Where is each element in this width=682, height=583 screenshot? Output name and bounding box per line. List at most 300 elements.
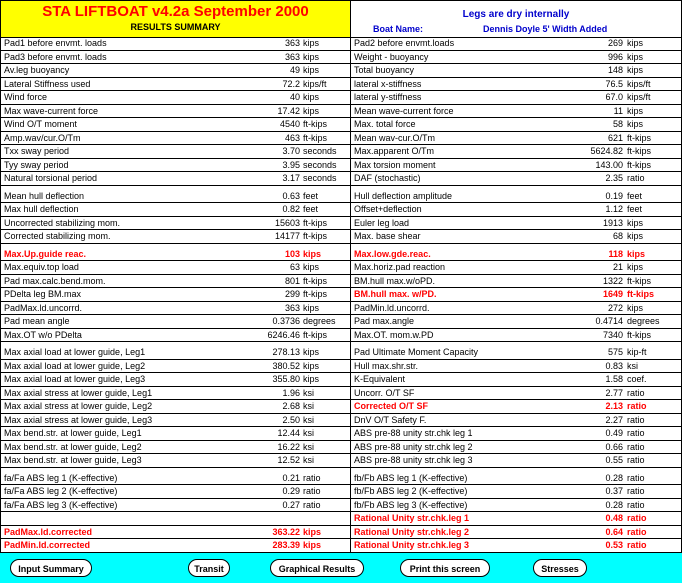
result-label: Wind O/T moment	[4, 119, 77, 129]
result-unit: ksi	[303, 387, 314, 398]
result-unit: ksi	[303, 414, 314, 425]
result-row	[351, 190, 681, 204]
result-value: 2.77	[605, 387, 623, 398]
result-row	[351, 64, 681, 78]
result-label: fa/Fa ABS leg 1 (K-effective)	[4, 472, 118, 483]
result-unit: ratio	[627, 387, 645, 398]
result-value: 463	[284, 132, 300, 143]
result-row	[1, 275, 350, 289]
result-value: 40	[289, 92, 300, 102]
result-row	[1, 373, 350, 387]
result-unit: ratio	[627, 526, 647, 537]
result-unit: ratio	[303, 499, 321, 510]
result-value: 0.63	[282, 190, 300, 201]
result-value: 0.64	[605, 526, 623, 537]
app-title: STA LIFTBOAT v4.2a September 2000	[42, 3, 309, 20]
result-value: 278.13	[272, 347, 300, 357]
result-unit: feet	[303, 204, 319, 214]
result-unit: ratio	[627, 441, 645, 452]
result-unit: kips	[303, 526, 322, 537]
result-label: BM.hull max.w/oPD.	[354, 275, 436, 286]
result-row	[1, 427, 350, 441]
result-row	[351, 132, 681, 146]
result-value: 2.35	[605, 173, 623, 183]
result-value: 14177	[274, 231, 300, 241]
result-unit: ft-kips	[303, 329, 328, 340]
result-unit: ksi	[303, 401, 314, 411]
result-label: Corrected O/T SF	[354, 401, 429, 411]
result-unit: ratio	[627, 173, 645, 183]
result-unit: kips	[627, 248, 646, 259]
result-value: 1322	[602, 275, 623, 286]
result-label: Max.low.gde.reac.	[354, 248, 431, 259]
result-unit: kips	[303, 38, 320, 48]
result-value: 12.44	[277, 428, 300, 438]
result-row	[351, 105, 681, 119]
result-row	[351, 248, 681, 262]
result-label: Mean hull deflection	[4, 190, 85, 201]
result-value: 0.19	[605, 190, 623, 201]
graphical-results-button[interactable]: Graphical Results	[270, 559, 364, 577]
result-label: lateral y-stiffness	[354, 92, 422, 102]
result-row	[351, 539, 681, 553]
result-value: 0.66	[605, 441, 623, 452]
result-label: ABS pre-88 unity str.chk leg 3	[354, 455, 473, 465]
result-value: 299	[284, 289, 300, 299]
result-label: fa/Fa ABS leg 3 (K-effective)	[4, 499, 118, 510]
result-label: Max axial load at lower guide, Leg2	[4, 360, 146, 371]
result-unit: ft-kips	[627, 159, 652, 170]
result-label: Max.OT w/o PDelta	[4, 329, 82, 340]
result-unit: ft-kips	[627, 289, 654, 299]
result-value: 4540	[279, 119, 300, 129]
result-label: Pad mean angle	[4, 316, 70, 326]
result-unit: seconds	[303, 173, 337, 183]
result-value: 0.53	[605, 540, 623, 550]
result-unit: ratio	[627, 472, 645, 483]
result-row	[1, 230, 350, 244]
result-label: Hull max.shr.str.	[354, 360, 419, 371]
result-value: 72.2	[282, 78, 300, 89]
result-value: 3.70	[282, 146, 300, 156]
result-label: Tyy sway period	[4, 159, 69, 170]
boat-name-value: Dennis Doyle 5' Width Added	[483, 24, 608, 34]
result-row	[1, 512, 350, 526]
result-value: 68	[612, 231, 623, 241]
result-unit: feet	[627, 204, 643, 214]
result-unit: feet	[303, 190, 319, 201]
result-unit: kips	[303, 51, 320, 62]
transit-button[interactable]: Transit	[188, 559, 230, 577]
result-label: Offset+deflection	[354, 204, 422, 214]
result-label: PadMax.ld.uncorrd.	[4, 302, 83, 313]
result-unit: kips	[303, 302, 320, 313]
result-value: 621	[607, 132, 623, 143]
result-label: Hull deflection amplitude	[354, 190, 453, 201]
result-row	[351, 427, 681, 441]
result-value: 21	[612, 262, 623, 272]
result-row	[351, 329, 681, 343]
result-unit: coef.	[627, 374, 647, 384]
result-unit: kips	[627, 105, 644, 116]
result-row	[351, 485, 681, 499]
result-row	[1, 346, 350, 360]
result-unit: ksi	[303, 455, 314, 465]
result-unit: kips	[627, 51, 644, 62]
result-unit: kips	[303, 65, 320, 75]
result-row	[1, 51, 350, 65]
result-row	[351, 91, 681, 105]
result-value: 1913	[602, 217, 623, 228]
result-value: 49	[289, 65, 300, 75]
result-row	[1, 472, 350, 486]
result-value: 15603	[274, 217, 300, 228]
result-unit: ksi	[303, 441, 314, 452]
boat-name-label: Boat Name:	[373, 24, 424, 34]
result-row	[351, 526, 681, 540]
result-unit: ratio	[627, 499, 645, 510]
result-unit: ratio	[627, 414, 645, 425]
result-label: BM.hull max. w/PD.	[354, 289, 437, 299]
result-unit: kips	[303, 374, 320, 384]
result-value: 148	[607, 65, 623, 75]
result-unit: feet	[627, 190, 643, 201]
result-row	[351, 441, 681, 455]
result-row	[351, 472, 681, 486]
result-label: Rational Unity str.chk.leg 3	[354, 540, 470, 550]
result-value: 0.28	[605, 499, 623, 510]
result-unit: kips	[303, 360, 320, 371]
result-value: 3.17	[282, 173, 300, 183]
result-value: 0.49	[605, 428, 623, 438]
left-results-column	[1, 37, 350, 553]
result-row	[1, 37, 350, 51]
result-unit: degrees	[303, 316, 336, 326]
result-value: 76.5	[605, 78, 623, 89]
result-unit: kip-ft	[627, 347, 647, 357]
result-value: 0.48	[605, 513, 623, 523]
result-label: Max bend.str. at lower guide, Leg2	[4, 441, 142, 452]
result-row	[1, 145, 350, 159]
result-unit: ft-kips	[627, 146, 652, 156]
result-value: 1649	[602, 289, 623, 299]
result-unit: ratio	[303, 486, 321, 496]
result-label: Wind force	[4, 92, 48, 102]
result-value: 103	[284, 248, 300, 259]
result-label: Max bend.str. at lower guide, Leg3	[4, 455, 142, 465]
result-row	[1, 441, 350, 455]
result-label: Pad2 before envmt.loads	[354, 38, 455, 48]
result-value: 6246.46	[267, 329, 300, 340]
result-unit: ratio	[627, 455, 645, 465]
result-unit: ft-kips	[303, 119, 328, 129]
result-row	[1, 288, 350, 302]
result-row	[1, 190, 350, 204]
result-unit: ratio	[303, 472, 321, 483]
result-value: 363	[284, 51, 300, 62]
result-unit: kips	[627, 262, 644, 272]
result-row	[351, 400, 681, 414]
result-row	[351, 230, 681, 244]
result-label: Rational Unity str.chk.leg 2	[354, 526, 470, 537]
result-label: lateral x-stiffness	[354, 78, 422, 89]
result-unit: kips/ft	[303, 78, 327, 89]
result-row	[1, 203, 350, 217]
result-label: Weight - buoyancy	[354, 51, 429, 62]
result-label: Pad max.angle	[354, 316, 415, 326]
result-unit: kips/ft	[627, 78, 651, 89]
result-row	[1, 329, 350, 343]
result-label: Pad max.calc.bend.mom.	[4, 275, 106, 286]
result-row	[1, 400, 350, 414]
result-label: Max wave-current force	[4, 105, 99, 116]
result-row	[1, 526, 350, 540]
result-value: 143.00	[595, 159, 623, 170]
result-label: Amp.wav/cur.O/Tm	[4, 132, 81, 143]
result-value: 67.0	[605, 92, 623, 102]
result-value: 1.12	[605, 204, 623, 214]
result-row	[1, 454, 350, 468]
result-value: 118	[608, 248, 623, 259]
result-row	[1, 105, 350, 119]
result-label: Mean wav-cur.O/Tm	[354, 132, 436, 143]
result-label: Max hull deflection	[4, 204, 79, 214]
result-label: fa/Fa ABS leg 2 (K-effective)	[4, 486, 118, 496]
button-bar	[0, 553, 682, 583]
result-unit: kips/ft	[627, 92, 651, 102]
result-unit: kips	[627, 302, 644, 313]
result-row	[1, 485, 350, 499]
legs-note: Legs are dry internally	[462, 9, 570, 20]
result-value: 11	[613, 105, 623, 116]
result-label: PDelta leg BM.max	[4, 289, 82, 299]
result-row	[1, 118, 350, 132]
result-label: Max axial load at lower guide, Leg3	[4, 374, 146, 384]
result-value: 3.95	[282, 159, 300, 170]
result-unit: ratio	[627, 513, 647, 523]
result-label: Max axial stress at lower guide, Leg3	[4, 414, 153, 425]
result-value: 7340	[602, 329, 623, 340]
result-value: 269	[607, 38, 623, 48]
result-value: 5624.82	[590, 146, 623, 156]
result-row	[1, 91, 350, 105]
result-row	[1, 159, 350, 173]
result-label: Max.apparent O/Tm	[354, 146, 435, 156]
result-unit: kips	[627, 119, 644, 129]
result-label: fb/Fb ABS leg 3 (K-effective)	[354, 499, 468, 510]
result-label: Lateral Stiffness used	[4, 78, 91, 89]
result-row	[351, 203, 681, 217]
result-row	[1, 172, 350, 186]
result-row	[1, 387, 350, 401]
result-row	[1, 261, 350, 275]
result-row	[351, 414, 681, 428]
result-unit: kips	[303, 262, 320, 272]
result-row	[1, 78, 350, 92]
result-row	[351, 145, 681, 159]
result-value: 2.27	[605, 414, 623, 425]
result-value: 0.3736	[272, 316, 300, 326]
result-label: PadMax.ld.corrected	[4, 526, 93, 537]
stresses-button[interactable]: Stresses	[533, 559, 587, 577]
result-row	[1, 217, 350, 231]
result-row	[351, 51, 681, 65]
result-label: Max. total force	[354, 119, 416, 129]
result-row	[351, 37, 681, 51]
result-unit: ft-kips	[303, 275, 328, 286]
result-label: Max axial load at lower guide, Leg1	[4, 347, 146, 357]
result-label: Max. base shear	[354, 231, 421, 241]
result-unit: kips	[303, 105, 320, 116]
result-row	[351, 172, 681, 186]
result-unit: ksi	[303, 428, 314, 438]
result-unit: kips	[303, 540, 322, 550]
result-unit: kips	[627, 217, 644, 228]
result-value: 272	[607, 302, 623, 313]
result-row	[351, 261, 681, 275]
result-value: 63	[289, 262, 300, 272]
result-unit: seconds	[303, 146, 337, 156]
result-unit: ft-kips	[303, 132, 328, 143]
result-label: PadMin.ld.uncorrd.	[354, 302, 430, 313]
result-unit: degrees	[627, 316, 660, 326]
result-value: 0.82	[282, 204, 300, 214]
result-value: 12.52	[277, 455, 300, 465]
result-value: 0.21	[282, 472, 300, 483]
result-unit: kips	[303, 347, 320, 357]
result-label: DAF (stochastic)	[354, 173, 421, 183]
title-block	[1, 1, 351, 38]
result-unit: kips	[303, 248, 322, 259]
result-label: ABS pre-88 unity str.chk leg 2	[354, 441, 473, 452]
result-value: 2.50	[282, 414, 300, 425]
result-label: Max.Up.guide reac.	[4, 248, 87, 259]
result-unit: ratio	[627, 540, 647, 550]
result-value: 996	[607, 51, 623, 62]
result-unit: ratio	[627, 428, 645, 438]
result-label: Txx sway period	[4, 146, 70, 156]
result-unit: ft-kips	[303, 231, 328, 241]
result-row	[1, 64, 350, 78]
input-summary-button[interactable]: Input Summary	[10, 559, 92, 577]
result-label: Max axial stress at lower guide, Leg1	[4, 387, 153, 398]
right-results-column	[351, 37, 681, 553]
result-label: Rational Unity str.chk.leg 1	[354, 513, 470, 523]
result-value: 575	[607, 347, 623, 357]
result-label: Max.equiv.top load	[4, 262, 79, 272]
result-row	[351, 159, 681, 173]
result-unit: kips	[303, 92, 320, 102]
result-label: Max bend.str. at lower guide, Leg1	[4, 428, 142, 438]
result-unit: kips	[627, 38, 644, 48]
result-row	[1, 132, 350, 146]
result-row	[1, 315, 350, 329]
result-label: Av.leg buoyancy	[4, 65, 70, 75]
print-screen-button[interactable]: Print this screen	[400, 559, 490, 577]
result-value: 363	[284, 302, 300, 313]
result-unit: kips	[627, 65, 644, 75]
result-value: 2.13	[605, 401, 623, 411]
result-row	[351, 217, 681, 231]
result-unit: ratio	[627, 486, 645, 496]
result-value: 17.42	[277, 105, 300, 116]
result-row	[351, 512, 681, 526]
result-row	[351, 373, 681, 387]
result-row	[351, 288, 681, 302]
result-row	[351, 302, 681, 316]
result-row	[351, 118, 681, 132]
result-label: Natural torsional period	[4, 173, 98, 183]
result-value: 363.22	[272, 526, 300, 537]
result-unit: seconds	[303, 159, 337, 170]
result-label: Pad Ultimate Moment Capacity	[354, 347, 479, 357]
result-label: Uncorr. O/T SF	[354, 387, 415, 398]
result-row	[1, 539, 350, 553]
result-value: 363	[284, 38, 300, 48]
results-summary-heading: RESULTS SUMMARY	[130, 22, 221, 32]
result-label: fb/Fb ABS leg 2 (K-effective)	[354, 486, 468, 496]
result-value: 0.27	[282, 499, 300, 510]
result-label: Total buoyancy	[354, 65, 415, 75]
result-unit: ft-kips	[627, 329, 652, 340]
result-row	[351, 275, 681, 289]
result-row	[1, 302, 350, 316]
result-value: 58	[612, 119, 623, 129]
boat-info-block	[351, 1, 681, 38]
result-label: Pad1 before envmt. loads	[4, 38, 107, 48]
result-label: ABS pre-88 unity str.chk leg 1	[354, 428, 473, 438]
result-row	[1, 414, 350, 428]
result-value: 0.4714	[595, 316, 623, 326]
result-label: DnV O/T Safety F.	[354, 414, 427, 425]
result-value: 0.55	[605, 455, 623, 465]
result-value: 0.37	[605, 486, 623, 496]
result-unit: ft-kips	[303, 289, 328, 299]
result-row	[1, 248, 350, 262]
result-unit: ksi	[627, 360, 638, 371]
result-value: 0.28	[605, 472, 623, 483]
result-label: Pad3 before envmt. loads	[4, 51, 107, 62]
result-row	[351, 315, 681, 329]
result-label: Euler leg load	[354, 217, 410, 228]
result-value: 1.96	[282, 387, 300, 398]
result-row	[1, 360, 350, 374]
result-label: Mean wave-current force	[354, 105, 454, 116]
result-unit: ft-kips	[303, 217, 328, 228]
result-value: 801	[284, 275, 300, 286]
result-unit: ft-kips	[627, 275, 652, 286]
result-label: Max torsion moment	[354, 159, 436, 170]
result-unit: ratio	[627, 401, 647, 411]
result-label: Uncorrected stabilizing mom.	[4, 217, 121, 228]
result-row	[351, 387, 681, 401]
result-unit: ft-kips	[627, 132, 652, 143]
result-label: K-Equivalent	[354, 374, 406, 384]
result-row	[351, 360, 681, 374]
result-label: Max.OT. mom.w.PD	[354, 329, 434, 340]
result-value: 355.80	[272, 374, 300, 384]
result-value: 0.29	[282, 486, 300, 496]
result-label: PadMin.ld.corrected	[4, 540, 91, 550]
result-row	[351, 499, 681, 513]
result-label: Max.horiz.pad reaction	[354, 262, 446, 272]
result-label: Corrected stabilizing mom.	[4, 231, 111, 241]
result-value: 283.39	[272, 540, 300, 550]
result-row	[351, 454, 681, 468]
result-row	[351, 346, 681, 360]
result-value: 16.22	[277, 441, 300, 452]
result-value: 380.52	[272, 360, 300, 371]
